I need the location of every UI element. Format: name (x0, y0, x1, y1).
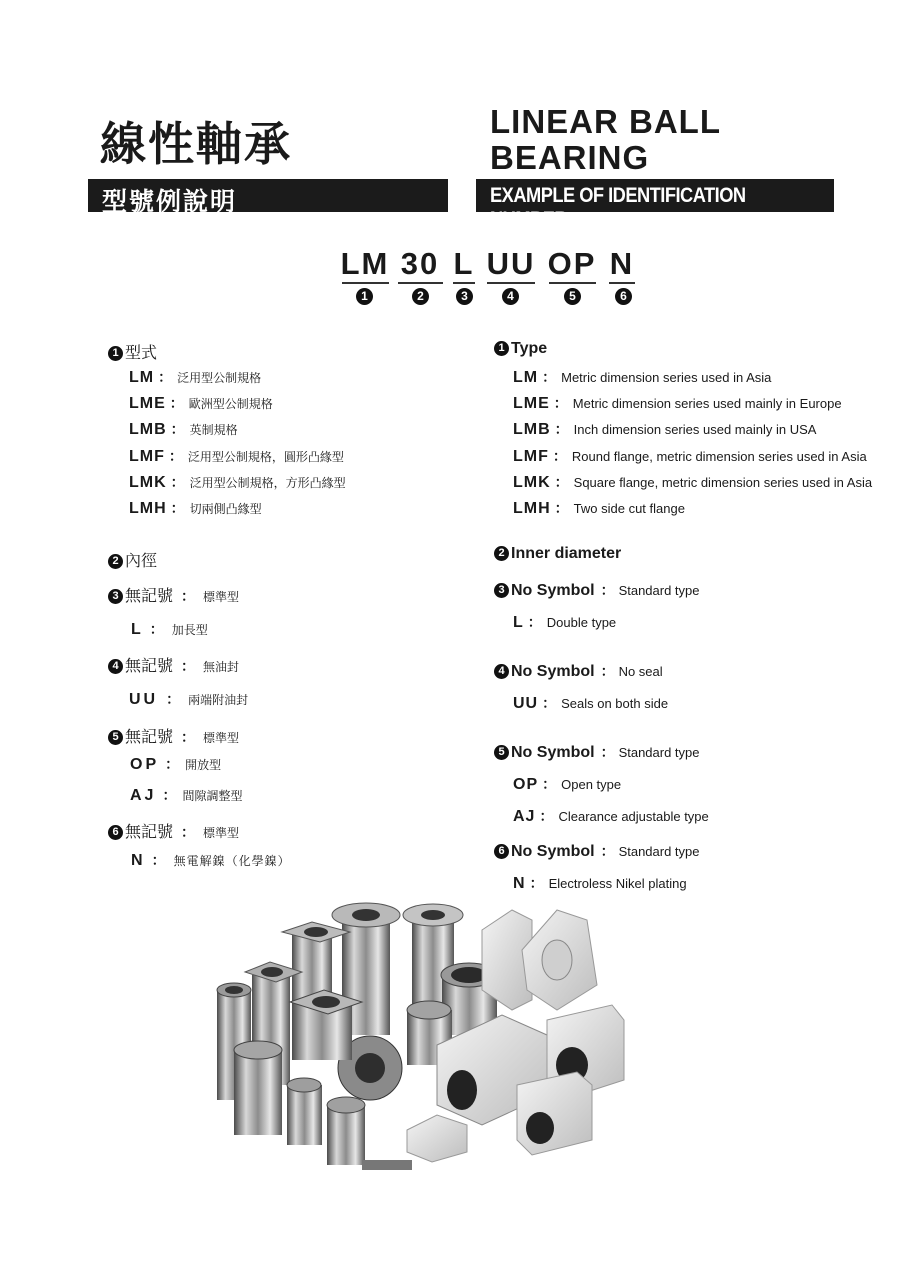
colon: ： (170, 421, 185, 437)
colon: ： (181, 729, 196, 745)
type-code: LME (129, 395, 166, 412)
type-code: LMF (513, 448, 549, 465)
code-underline (453, 282, 475, 284)
cn-type-row (129, 498, 262, 518)
cn-type-row (129, 446, 344, 466)
cn-section-1-heading (108, 340, 157, 363)
colon: ： (600, 744, 615, 760)
colon: ： (600, 663, 615, 679)
type-desc: Metric dimension series used mainly in Europe (572, 396, 842, 411)
code-number-1: 1 (356, 288, 373, 305)
cn-section-2-title: 內徑 (125, 551, 158, 570)
en-section-3-title: No Symbol (511, 582, 595, 599)
type-code: LMH (129, 500, 167, 517)
type-desc: 泛用型公制規格，圓形凸緣型 (187, 450, 344, 464)
option-code: N (131, 852, 144, 869)
cn-section-4-heading (108, 653, 239, 676)
colon: ： (554, 474, 569, 490)
cn-section-5-number: 5 (108, 730, 123, 745)
cn-n-row (131, 850, 291, 870)
colon: ： (165, 756, 180, 772)
code-number-5: 5 (564, 288, 581, 305)
cn-type-row (129, 419, 238, 439)
en-section-5-title: No Symbol (511, 744, 595, 761)
chinese-banner: 型號例說明 (88, 179, 448, 212)
type-code: LMH (513, 500, 551, 517)
en-section-3-text: Standard type (618, 583, 700, 598)
type-desc: Inch dimension series used mainly in USA (573, 422, 817, 437)
type-code: LMK (129, 474, 167, 491)
colon: ： (553, 395, 568, 411)
colon: ： (529, 875, 544, 891)
code-number-4: 4 (502, 288, 519, 305)
colon: ： (600, 582, 615, 598)
en-op-row (513, 774, 621, 794)
type-desc: 英制規格 (189, 423, 238, 437)
en-section-6-title: No Symbol (511, 843, 595, 860)
code-part-diameter: 30 (400, 246, 440, 281)
cn-section-3-heading (108, 583, 239, 606)
colon: ： (181, 658, 196, 674)
en-section-6-text: Standard type (618, 844, 700, 859)
code-part-type: LM (340, 246, 390, 281)
cn-section-6-number: 6 (108, 825, 123, 840)
en-type-row (513, 367, 771, 387)
en-aj-row (513, 806, 709, 826)
code-part-length: L (453, 246, 475, 281)
colon: ： (600, 843, 615, 859)
code-underline (398, 282, 443, 284)
en-type-row (513, 498, 685, 518)
code-part-plating: N (609, 246, 635, 281)
cn-l-row (131, 619, 208, 639)
en-type-row (513, 419, 816, 439)
en-type-row (513, 472, 872, 492)
en-section-5-number: 5 (494, 745, 509, 760)
cn-section-6-text: 標準型 (203, 826, 240, 840)
colon: ： (539, 808, 554, 824)
type-desc: Two side cut flange (573, 501, 685, 516)
colon: ： (158, 369, 173, 385)
cn-type-row (129, 393, 273, 413)
en-section-1-title: Type (511, 340, 548, 357)
cn-section-1-title: 型式 (125, 343, 158, 362)
type-code: LME (513, 395, 550, 412)
en-section-2-number: 2 (494, 546, 509, 561)
english-title-line1: LINEAR BALL (490, 103, 721, 140)
english-title (490, 104, 721, 176)
english-title-line2: BEARING (490, 139, 650, 176)
option-code: AJ (130, 787, 157, 804)
option-code: OP (513, 776, 539, 793)
english-banner (476, 179, 834, 231)
type-desc: 歐洲型公制規格 (188, 397, 273, 411)
cn-section-4-number: 4 (108, 659, 123, 674)
colon: ： (170, 474, 185, 490)
en-section-4-number: 4 (494, 664, 509, 679)
colon: ： (168, 448, 183, 464)
option-code: L (513, 614, 524, 631)
colon: ： (552, 448, 567, 464)
code-underline (549, 282, 596, 284)
cn-section-5-heading (108, 724, 239, 747)
option-code: AJ (513, 808, 536, 825)
colon: ： (151, 852, 166, 868)
cn-section-6-heading (108, 819, 239, 842)
cn-type-row (129, 367, 261, 387)
en-section-2-heading (494, 545, 621, 563)
type-code: LMK (513, 474, 551, 491)
cn-section-2-number: 2 (108, 554, 123, 569)
colon: ： (162, 787, 177, 803)
option-desc: Seals on both side (561, 696, 669, 711)
option-code: UU (513, 695, 539, 712)
code-underline (487, 282, 535, 284)
en-type-row (513, 446, 867, 466)
option-desc: 兩端附油封 (188, 693, 249, 707)
colon: ： (542, 776, 557, 792)
type-desc: 泛用型公制規格，方形凸緣型 (189, 476, 346, 490)
bearing-products-photo (212, 890, 642, 1175)
cn-uu-row (129, 689, 248, 709)
en-type-row (513, 393, 842, 413)
option-desc: 加長型 (171, 623, 208, 637)
cn-section-4-text: 無油封 (203, 660, 240, 674)
colon: ： (527, 614, 542, 630)
option-desc: Electroless Nikel plating (548, 876, 687, 891)
en-section-1-number: 1 (494, 341, 509, 356)
cn-section-4-title: 無記號 (125, 656, 174, 675)
cn-section-3-text: 標準型 (203, 590, 240, 604)
option-desc: Open type (561, 777, 622, 792)
option-desc: 開放型 (185, 758, 222, 772)
type-code: LMF (129, 448, 165, 465)
type-desc: Round flange, metric dimension series used in Asia (571, 449, 867, 464)
colon: ： (166, 691, 181, 707)
colon: ： (542, 369, 557, 385)
code-part-seal: UU (486, 246, 536, 281)
cn-op-row (130, 754, 221, 774)
colon: ： (149, 621, 164, 637)
option-code: UU (129, 691, 159, 708)
cn-section-2-heading (108, 548, 157, 571)
en-section-6-number: 6 (494, 844, 509, 859)
cn-section-1-number: 1 (108, 346, 123, 361)
code-number-6: 6 (615, 288, 632, 305)
en-section-5-text: Standard type (618, 745, 700, 760)
option-desc: 間隙調整型 (182, 789, 243, 803)
en-section-3-heading (494, 580, 700, 600)
type-desc: 切兩側凸緣型 (189, 502, 262, 516)
type-desc: 泛用型公制規格 (177, 371, 262, 385)
colon: ： (554, 421, 569, 437)
en-section-4-text: No seal (618, 664, 663, 679)
cn-section-5-title: 無記號 (125, 727, 174, 746)
en-section-2-title: Inner diameter (511, 545, 622, 562)
type-code: LMB (129, 421, 167, 438)
en-section-4-title: No Symbol (511, 663, 595, 680)
code-number-3: 3 (456, 288, 473, 305)
colon: ： (181, 588, 196, 604)
en-l-row (513, 612, 616, 632)
type-desc: Metric dimension series used in Asia (561, 370, 772, 385)
option-desc: Clearance adjustable type (558, 809, 709, 824)
option-code: N (513, 875, 526, 892)
cn-section-6-title: 無記號 (125, 822, 174, 841)
code-underline (342, 282, 389, 284)
colon: ： (554, 500, 569, 516)
type-code: LM (513, 369, 539, 386)
colon: ： (169, 395, 184, 411)
english-banner-text: EXAMPLE OF IDENTIFICATION NUMBER (490, 184, 746, 231)
cn-section-3-title: 無記號 (125, 586, 174, 605)
en-uu-row (513, 693, 668, 713)
option-code: OP (130, 756, 160, 773)
code-number-2: 2 (412, 288, 429, 305)
colon: ： (542, 695, 557, 711)
option-code: L (131, 621, 142, 638)
cn-type-row (129, 472, 346, 492)
colon: ： (170, 500, 185, 516)
option-desc: 無電解鎳（化學鎳） (173, 854, 291, 868)
en-section-4-heading (494, 661, 663, 681)
en-section-3-number: 3 (494, 583, 509, 598)
type-code: LMB (513, 421, 551, 438)
option-desc: Double type (546, 615, 617, 630)
type-desc: Square flange, metric dimension series used in Asia (573, 475, 873, 490)
type-code: LM (129, 369, 155, 386)
colon: ： (181, 824, 196, 840)
chinese-title: 線性軸承 (100, 117, 292, 171)
cn-aj-row (130, 785, 242, 805)
code-part-open: OP (547, 246, 597, 281)
cn-section-5-text: 標準型 (203, 731, 240, 745)
en-section-6-heading (494, 841, 700, 861)
en-section-5-heading (494, 742, 700, 762)
en-section-1-heading (494, 340, 547, 358)
code-underline (609, 282, 635, 284)
cn-section-3-number: 3 (108, 589, 123, 604)
